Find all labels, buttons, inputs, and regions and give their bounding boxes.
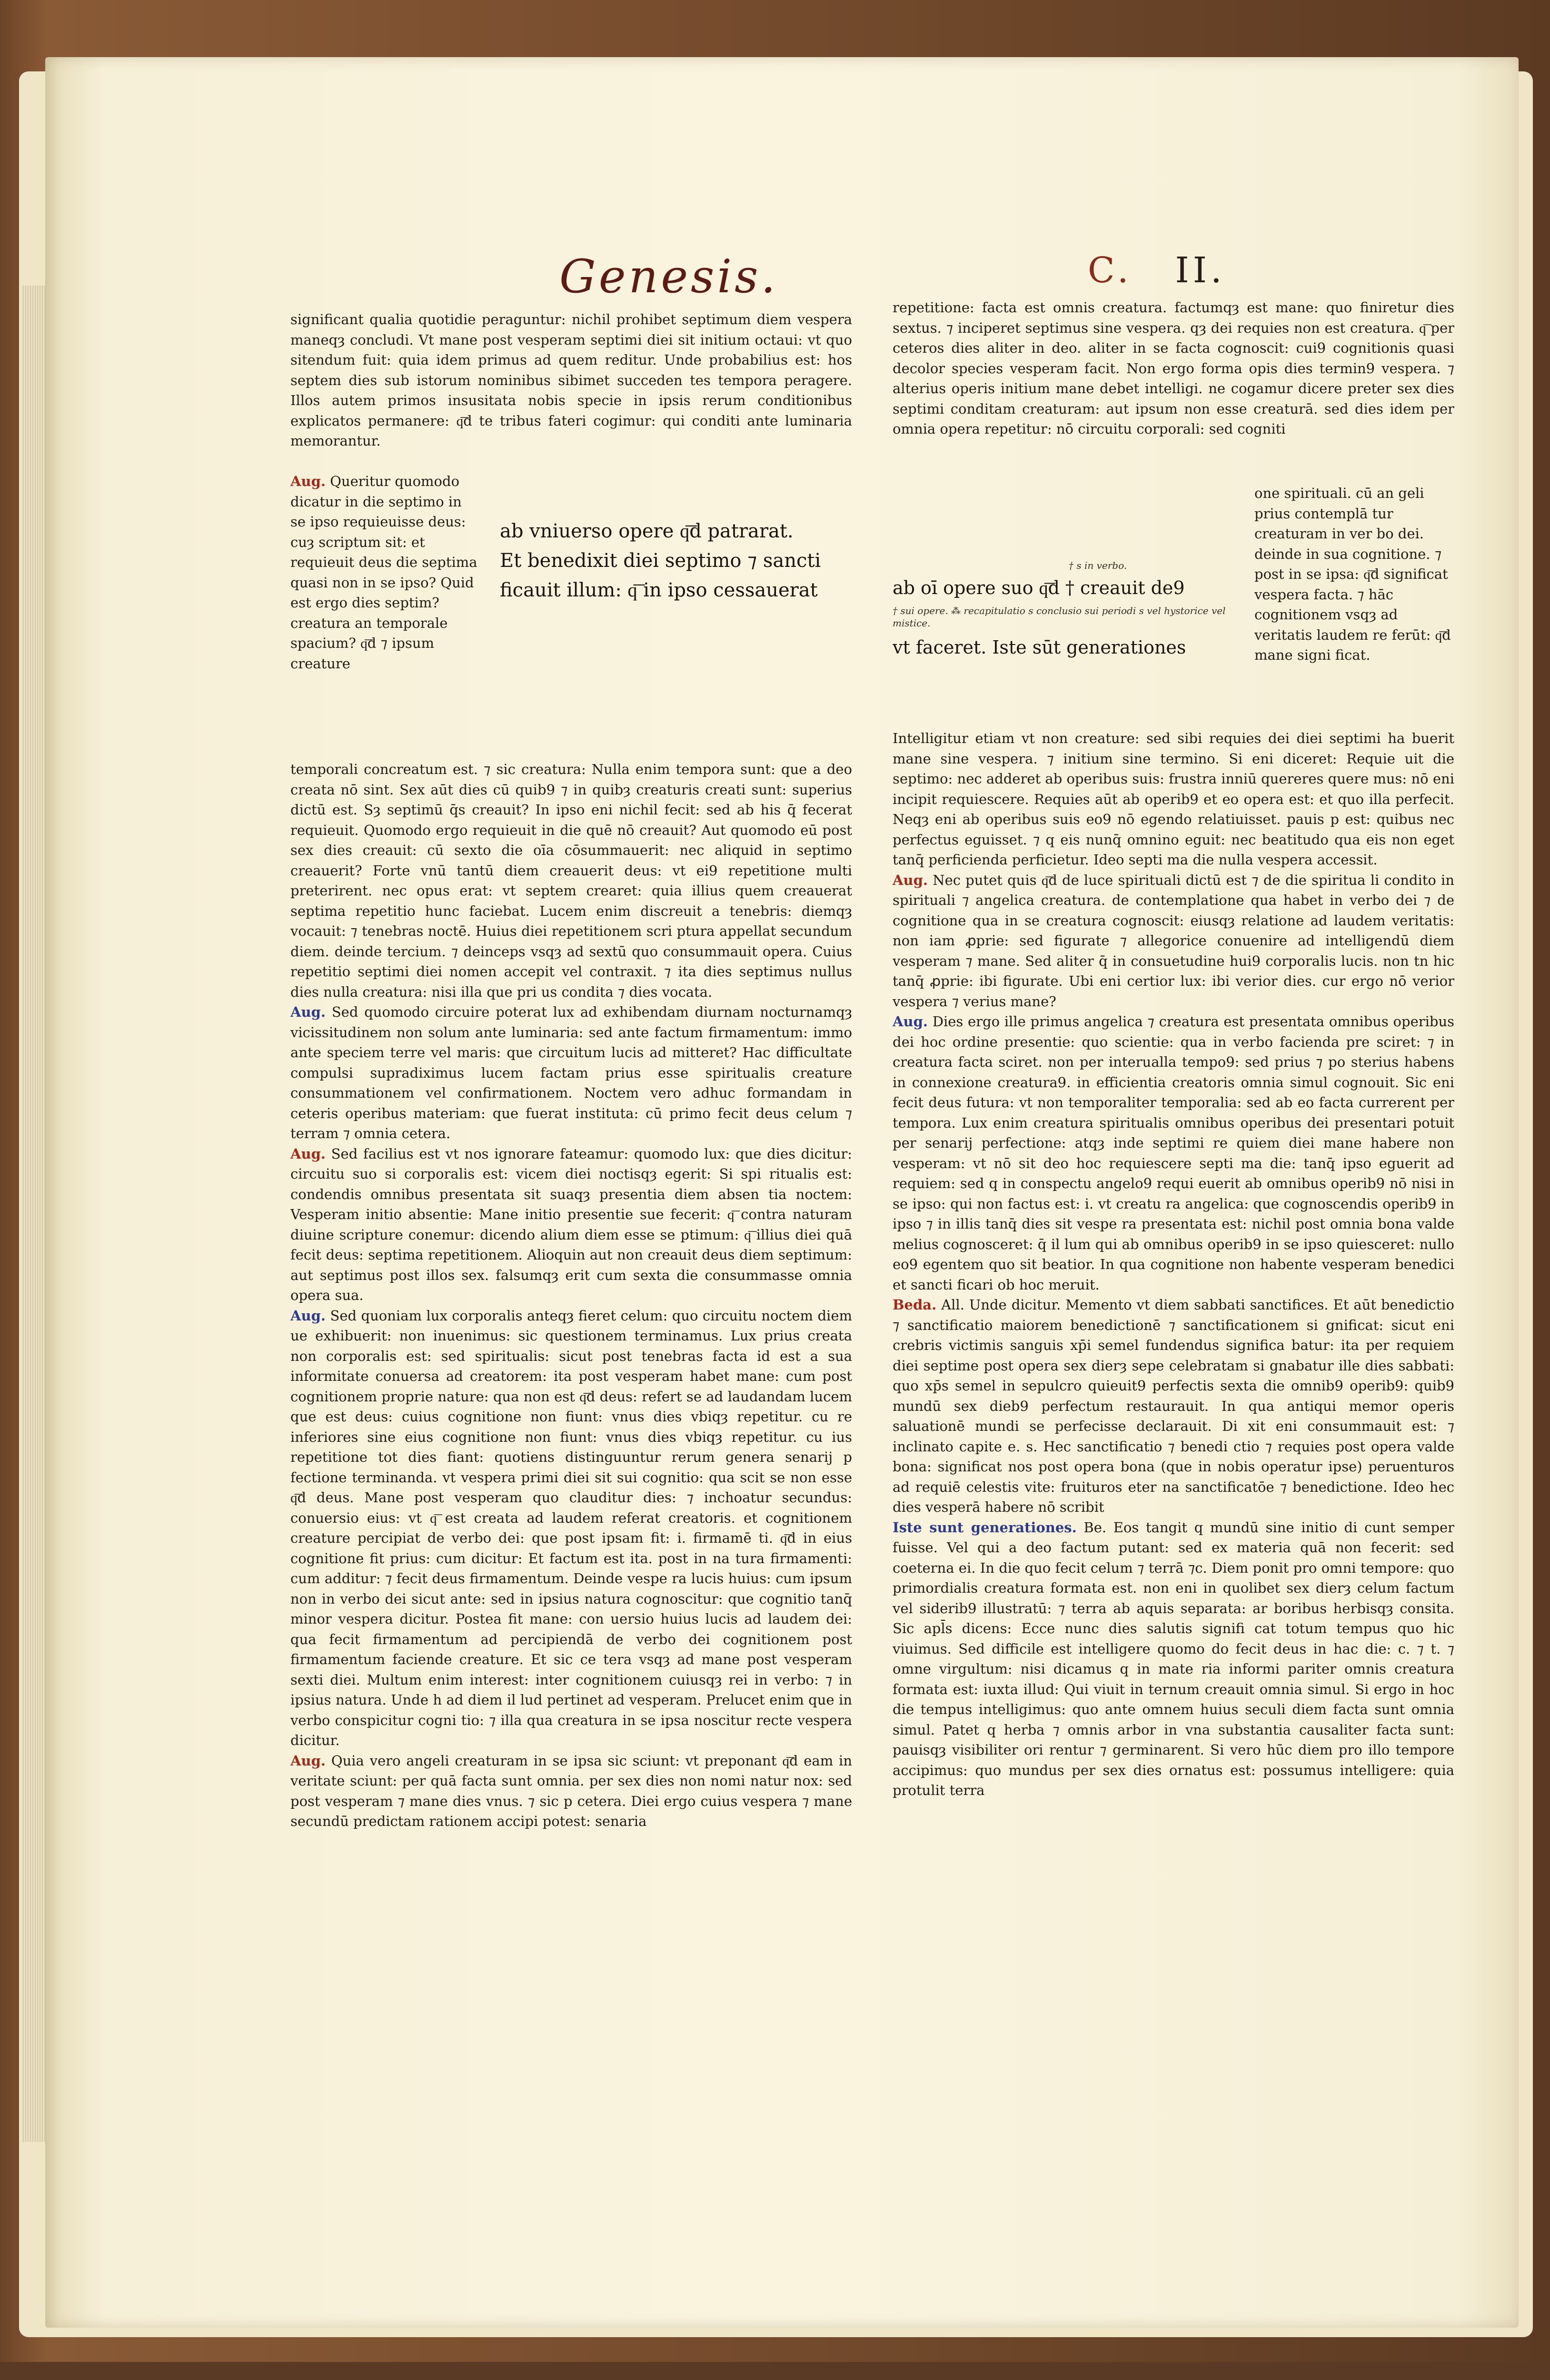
right-p1: Intelligitur etiam vt non creature: sed sibi requies dei diei septimi ha buerit mane sine vespera. ⁊ initium sine termino. Si eni diceret: Requie uit die septimo: nec adderet ab operibus suis: frustra inniū quereres quere mus: nō eni incipit requiescere. Requies aūt ab operib9 et eo opera est: et quo illa perfecit. Neqȝ eni ab operibus suis eo9 nō egendo relatiuisset. pauis p est: quibus nec perfectus eguisset. ⁊ q eis nunq̄ omnino eguit: nec beatitudo qua eis non eget tanq̄ perficienda perficietur. Ideo septi ma die nulla vespera accessit. bbox=[893, 730, 1454, 868]
right-bible-line-2: vt faceret. Iste sūt generationes bbox=[893, 637, 1186, 658]
left-aug1-side-text: Queritur quomodo dicatur in die septimo in se ipso requieuisse deus: cuȝ scriptum sit: et requieuit deus die septima quasi non in se ipso? Quid est ergo dies septim? creatura an temporale spacium? q͞d ⁊ ipsum creature bbox=[290, 473, 477, 672]
left-aug3-text: Sed facilius est vt nos ignorare fateamur: quomodo lux: que dies dicitur: circuitu suo si corporalis est: vicem diei noctisqȝ egerit: Si spi ritualis est: condendis omnibus presentata sit suaqȝ presentia diem absen tia noctem: Vesperam initio absentie: Mane initio presentie sue fecerit: q͞ contra naturam diuine scripture conemur: dicendo alium diem esse se ptimum: q͞ illius diei quā fecit deus: septima repetitionem. Alioquin aut non creauit deus diem septimum: aut septimus post illos sex. falsumqȝ erit cum sexta die consummasse omnia opera sua. bbox=[290, 1145, 852, 1303]
running-head-left: Genesis. bbox=[559, 250, 778, 303]
left-bible-text bbox=[500, 516, 862, 640]
rubric-aug: Aug. bbox=[290, 1752, 326, 1769]
chapter-letter: C. bbox=[1088, 250, 1133, 291]
bible-line-3: ficauit illum: q͞ in ipso cessauerat bbox=[500, 579, 818, 601]
bible-line-2: Et benedixit diei septimo ⁊ sancti bbox=[500, 550, 821, 572]
right-intro bbox=[893, 298, 1454, 483]
right-intro-text: repetitione: facta est omnis creatura. factumqȝ est mane: quo finiretur dies sextus. ⁊ inciperet septimus sine vespera. qȝ dei requies non est creatura. q͞ per ceteros dies aliter in deo. aliter in se facta cognoscit: cui9 cognitionis quasi decolor species vesperam facit. Non ergo forma opis dies termin9 vespera. ⁊ alterius operis initium mane debet intelligi. ne cogamur dicere preter sex dies septimi conditam creaturam: aut ipsum non esse creaturā. sed dies idem per omnia opera repetitur: nō circuitu corporali: sed cogniti bbox=[893, 299, 1454, 437]
left-aug4-text: Sed quoniam lux corporalis anteqȝ fieret celum: quo circuitu noctem diem ue exhibuerit: non inuenimus: sic questionem terminamus. Lux prius creata non corporalis est: sed spiritualis: sicut post tenebras facta id est a sua informitate conuersa ad creatorem: ita post vesperam habet mane: cum post cognitionem proprie nature: qua non est q͞d deus: refert se ad laudandam lucem que est deus: cuius cognitione non fiunt: vnus dies vbiqȝ repetitur. cu re inferiores sine eius cognitione non fiunt: vnus dies vbiqȝ repetitur. cu ius repetitione tot dies fiant: quotiens distinguuntur rerum genera senarij p fectione terminanda. vt vespera primi diei sit sui cognitio: qua scit se non esse q͞d deus. Mane post vesperam quo clauditur dies: ⁊ inchoatur secundus: conuersio eius: vt q͞ est creata ad laudem referat creatoris. et cognitionem creature percipiat de verbo dei: que post ipsam fit: i. firmamē ti. q͞d in eius cognitione fit prius: cum dicitur: Et factum est ita. post in na tura firmamenti: cum additur: ⁊ fecit deus firmamentum. Deinde vespe ra lucis huius: cum ipsum non in verbo dei sicut ante: sed in ipsius natura cognoscitur: que cognitio tanq̄ minor vespera dicitur. Postea fit mane: con uersio huius lucis ad laudem dei: qua fecit firmamentum ad percipiendā de verbo dei cognitionem post firmamentum faciende creature. Et sic ce tera vsqȝ ad mane post vesperam sexti diei. Multum enim interest: inter cognitionem cuiusqȝ rei in verbo: ⁊ in ipsius natura. Unde h ad diem il lud pertinet ad vesperam. Prelucet enim que in verbo conspicitur cogni tio: ⁊ illa qua creatura in se ipsa noscitur recte vespera dicitur. bbox=[290, 1307, 852, 1748]
left-aug1-cont: temporali concreatum est. ⁊ sic creatura: Nulla enim tempora sunt: que a deo creata nō sint. Sex aūt dies cū quib9 ⁊ in quibȝ creaturis creati sunt: superius dictū est. Sȝ septimū q̄s creauit? In ipso eni nichil fecit: sed ab his q̄ fecerat requieuit. Quomodo ergo requieuit in die quē nō creauit? Aut quomodo eū post sex dies creauit: cū sexto die oīa cōsummauerit: nec aliquid in septimo creauerit? Forte vnū tantū diem creauerit deus: vt ei9 repetitione multi preterirent. nec opus erat: vt septem crearet: quia illius quem creauerat septima repetitio hunc faciebat. Lucem enim discreuit a tenebris: diemqȝ vocauit: ⁊ tenebras noctē. Huius diei repetitionem scri ptura appellat secundum diem. deinde tercium. ⁊ deinceps vsqȝ ad sextū quo consummauit opera. Cuius repetitio septimi diei nomen accepit vel contraxit. ⁊ ita dies septimus nullus dies nulla creatura: nisi illa que pri us condita ⁊ dies vocata. bbox=[290, 761, 852, 1000]
right-main bbox=[893, 728, 1454, 1952]
rubric-aug: Aug. bbox=[290, 1307, 326, 1324]
rubric-aug: Aug. bbox=[893, 1013, 928, 1030]
bible-line-1: ab vniuerso opere q͞d patrarat. bbox=[500, 520, 794, 542]
book-page bbox=[45, 57, 1519, 2328]
right-side-text: one spirituali. cū an geli prius contemplā tur creaturam in ver bo dei. deinde in sua cognitione. ⁊ post in se ipsa: q͞d significat vespera facta. ⁊ hāc cognitionem vsqȝ ad veritatis laudem re ferūt: q͞d mane signi ficat. bbox=[1254, 485, 1451, 663]
rubric-iste: Iste sunt generationes. bbox=[893, 1519, 1077, 1536]
rubric-aug: Aug. bbox=[290, 473, 326, 489]
running-head-right bbox=[1088, 250, 1226, 291]
rubric-aug: Aug. bbox=[290, 1004, 326, 1020]
right-iste-text: Be. Eos tangit q mundū sine initio di cunt semper fuisse. Vel qui a deo factum putant: sed ex materia quā non fecerit: sed coeterna ei. In die quo fecit celum ⁊ terrā ⁊c. Diem ponit pro omni tempore: quo primordialis creatura formata est. non eni in quolibet sex dierȝ celum factum vel siderib9 illustratū: ⁊ terra ab aquis separata: ar boribus herbisqȝ consita. Sic apl̄s dicens: Ecce nunc dies salutis signifi cat totum tempus quo hic viuimus. Sed difficile est intelligere quomo do fecit deus in hac die: c. ⁊ t. ⁊ omne virgultum: nisi dicamus q in mate ria informi pariter omnis creatura formata est: iuxta illud: Qui viuit in ternum creauit omnia simul. Si ergo in hoc die tempus intelligimus: quo ante omnem huius seculi diem facta sunt omnia simul. Patet q herba ⁊ omnis arbor in vna substantia causaliter facta sunt: pauisqȝ visibiliter ori rentur ⁊ germinarent. Si vero hūc diem pro illo tempore accipimus: quo mundus per sex dies ornatus est: possumus intelligere: quia protulit terra bbox=[893, 1519, 1454, 1798]
left-aug1-side bbox=[290, 471, 481, 757]
left-intro-text: significant qualia quotidie peraguntur: nichil prohibet septimum diem vespera maneqȝ concludi. Vt mane post vesperam septimi diei sit initium octaui: vt quo sitendum fuit: quia idem primus ad quem reditur. Unde probabilius est: hos septem dies sub istorum nominibus sibimet succeden tes tempora peragere. Illos autem primos insusitata nobis specie in ipsis rerum conditionibus explicatos permanere: q͞d te tribus fateri cogimur: qui conditi ante luminaria memorantur. bbox=[290, 311, 852, 449]
left-intro bbox=[290, 309, 852, 471]
rubric-aug: Aug. bbox=[893, 872, 928, 888]
left-main bbox=[290, 759, 852, 2380]
right-aug1-text: Nec putet quis q͞d de luce spirituali dictū est ⁊ de die spiritua li condito in spirituali ⁊ angelica creatura. de contemplatione qua habet in verbo dei ⁊ de cognitione qua in se creatura cognoscit: eiusqȝ relatione ad laudem veritatis: non iam ꝓprie: sed figurate ⁊ allegorice conuenire ad intelligendū diem vesperam ⁊ mane. Sed aliter q̄ in consuetudine hui9 corporalis lucis. non tn hic tanq̄ ꝓprie: ibi figurate. Ubi eni certior lux: ibi verior dies. cur ergo nō verior vespera ⁊ verius mane? bbox=[893, 872, 1454, 1010]
gloss-1: † s in verbo. bbox=[1069, 560, 1127, 571]
right-bible-line-1: ab oī opere suo q͞d † creauit de9 bbox=[893, 577, 1185, 598]
left-aug2-text: Sed quomodo circuire poterat lux ad exhibendam diurnam nocturnamqȝ vicissitudinem non solum ante luminaria: sed ante factum firmamentum: immo ante speciem terre vel maris: que circuitum lucis ad mitteret? Hac difficultate compulsi supradiximus lucem factam prius esse spiritualis creature consummationem vel confirmationem. Noctem vero adhuc formandam in ceteris operibus materiam: que fuerat instituta: cū primo fecit deus celum ⁊ terram ⁊ omnia cetera. bbox=[290, 1004, 852, 1141]
rubric-aug: Aug. bbox=[290, 1145, 326, 1162]
left-aug5-text: Quia vero angeli creaturam in se ipsa sic sciunt: vt preponant q͞d eam in veritate sciunt: per quā facta sunt omnia. per sex dies non nomi natur nox: sed post vesperam ⁊ mane dies vnus. ⁊ sic p cetera. Diei ergo cuius vespera ⁊ mane secundū predictam rationem accipi potest: senaria bbox=[290, 1752, 852, 1829]
gloss-2: † sui opere. ⁂ recapitulatio s conclusio sui periodi s vel hystorice vel mistice. bbox=[893, 605, 1226, 629]
rubric-beda: Beda. bbox=[893, 1297, 937, 1313]
right-aug2-text: Dies ergo ille primus angelica ⁊ creatura est presentata omnibus operibus dei hoc ordine presentie: quo scientie: qua in verbo facienda pre sciret: ⁊ in creatura facta sciret. non per interualla tempo9: sed prius ⁊ po sterius habens in connexione creatura9. in efficientia creatoris omnia simul cognouit. Sic eni fecit deus futura: vt non temporaliter temporalia: sed ab eo facta currerent per tempora. Lux enim creatura spiritualis omnibus operibus dei presentari potuit per senarij perfectione: atqȝ inde septimi re quiem diei mane habere non vesperam: vt nō sit deo hoc requiescere septi ma die: tanq̄ ipso eguerit ad requiem: sed q in conspectu angelo9 requi euerit ab omnibus operib9 nō nisi in se ipso: qui non factus est: i. vt creatu ra angelica: que cognoscendis operib9 in ipso ⁊ in illis tanq̄ dies sit vespe ra presentata est: nichil post omnia bona valde melius cognosceret: q̄ il lum qui ab omnibus operib9 in se ipso quiesceret: nullo eo9 egentem quo sit beatior. In qua cognitione non habente vesperam benedici et sancti ficari ob hoc meruit. bbox=[893, 1013, 1454, 1293]
chapter-number: II. bbox=[1175, 250, 1226, 291]
right-beda-text: All. Unde dicitur. Memento vt diem sabbati sanctifices. Et aūt benedictio ⁊ sanctificatio maiorem benedictionē ⁊ sanctificationem si gnificat: sicut eni crebris victimis sanguis xp̄i semel fundendus significa batur: ita per requiem diei septime post opera sex dierȝ sepe celebratam si gnabatur ille dies sabbati: quo xp̄s semel in sepulcro quieuit9 perfectis sexta die omnib9 operib9: quib9 mundū sex dieb9 perfectum restaurauit. In qua antiqui memor operis saluationē mundi se perfecisse declarauit. Di xit eni consummauit est: ⁊ inclinato capite e. s. Hec sanctificatio ⁊ benedi ctio ⁊ requies post opera valde bona: significat nos post opera bona (que in nobis operatur ipse) peruenturos ad requiē celestis vite: fruituros eter na sanctificatōe ⁊ benedictione. Ideo hec dies vesperā habere nō scribit bbox=[893, 1297, 1454, 1515]
